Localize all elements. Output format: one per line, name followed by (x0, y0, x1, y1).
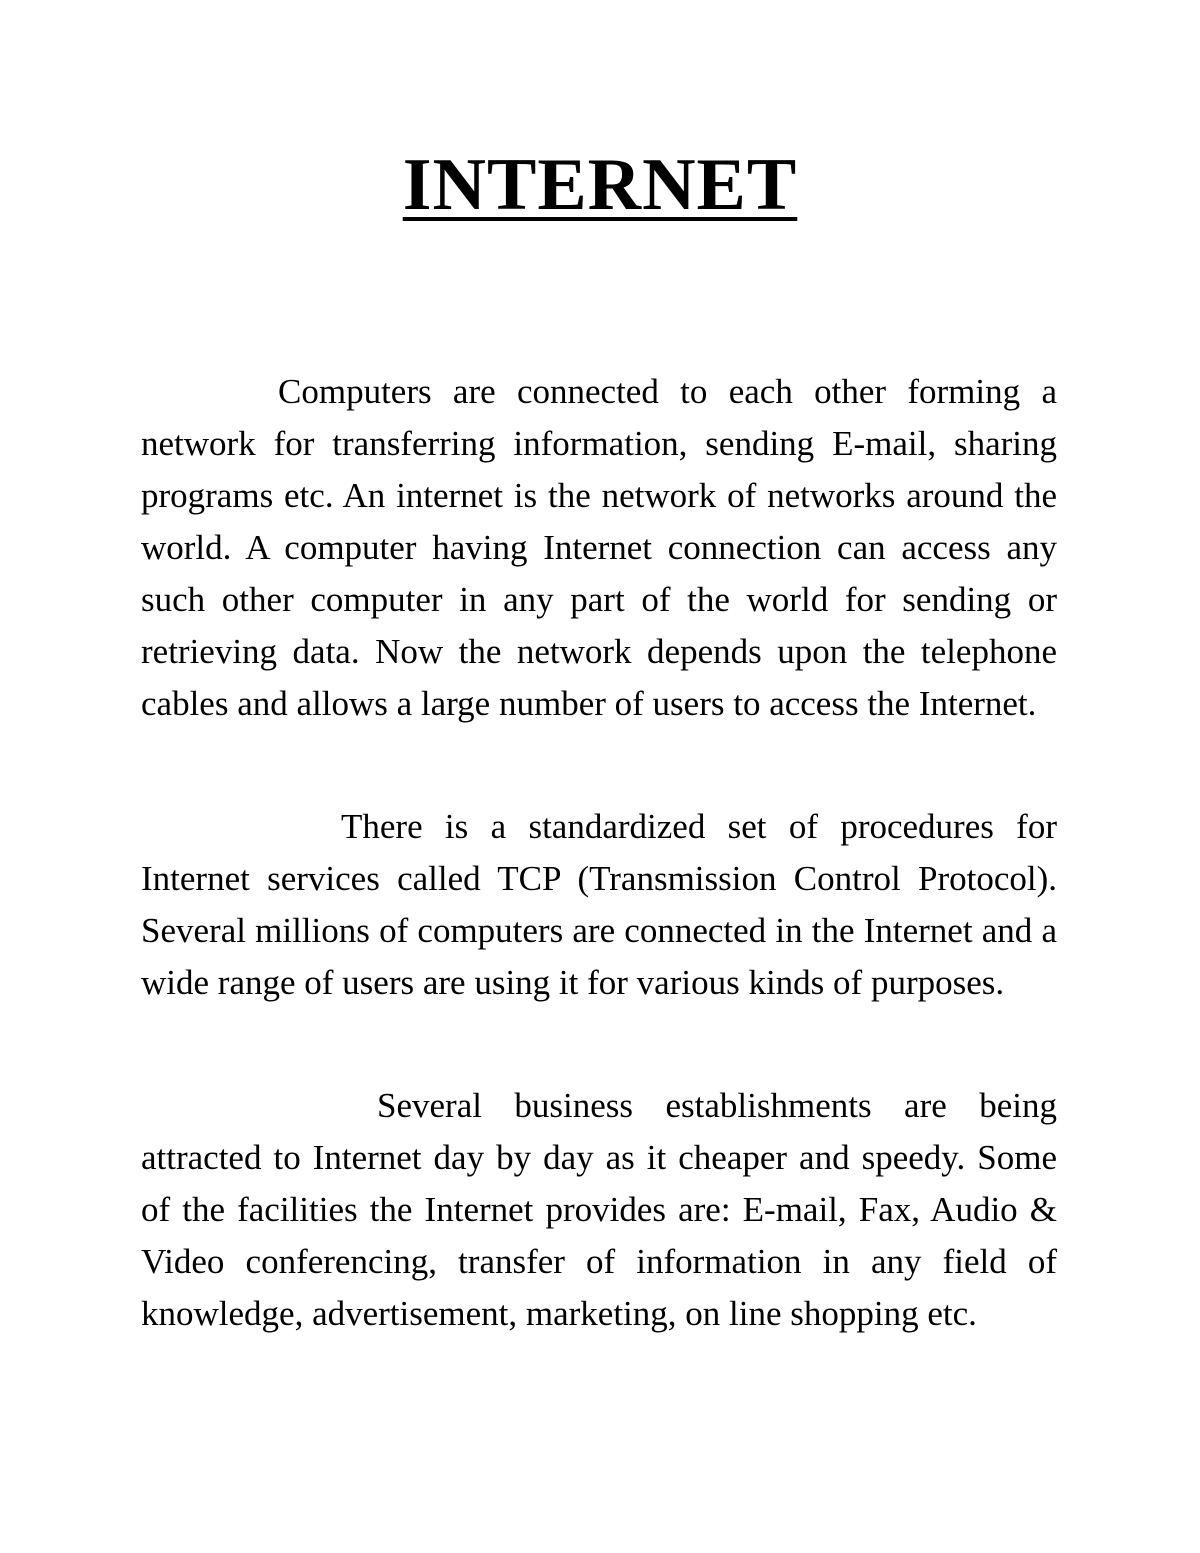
paragraph-intro: Computers are connected to each other forming a network for transferring information, sending E-mail, sharing programs etc. An internet is the network of networks around the world. A computer having Internet connection can access any such other computer in any part of the world for sending or retrieving data. Now the network depends upon the telephone cables and allows a large number of users to access the Internet. (141, 372, 1057, 723)
page-title-text: INTERNET (402, 144, 798, 226)
paragraph-tcp: There is a standardized set of procedures for Internet services called TCP (Transmission Control Protocol). Several millions of computers are connected in the Internet and a wide range of users are using it for various kinds of purposes. (141, 807, 1057, 1002)
page-title (0, 145, 1200, 225)
paragraph-business: Several business establishments are being attracted to Internet day by day as it cheaper and speedy. Some of the facilities the Internet provides are: E-mail, Fax, Audio & Video conferencing, transfer of information in any field of knowledge, advertisement, marketing, on line shopping etc. (141, 1086, 1057, 1333)
